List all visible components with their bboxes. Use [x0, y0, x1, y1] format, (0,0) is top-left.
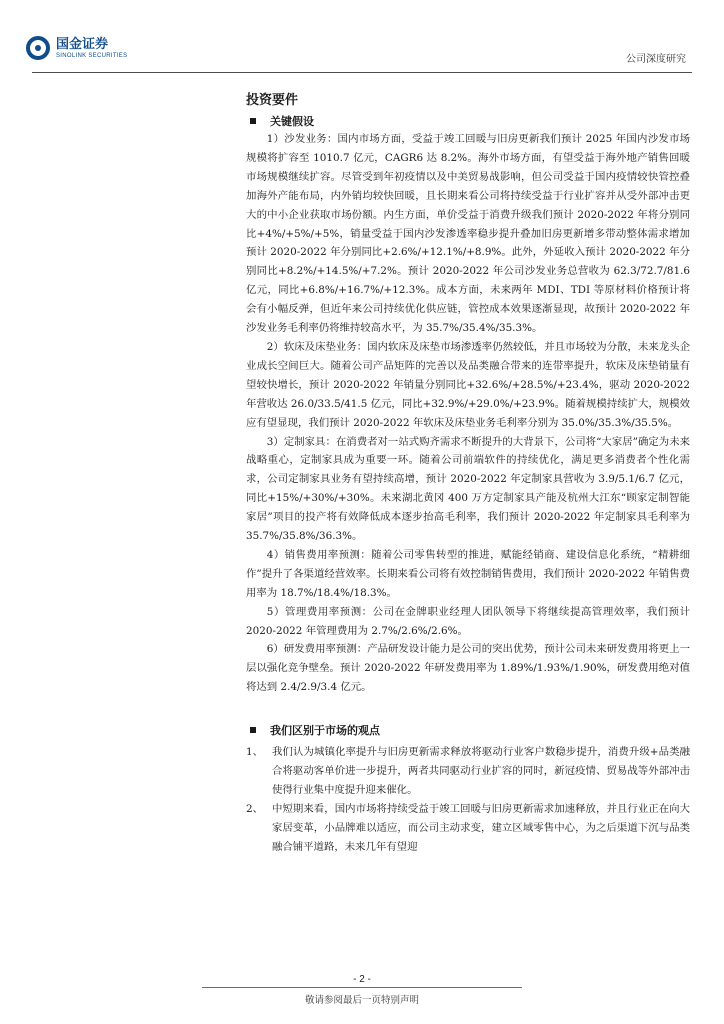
disclaimer-note: 敬请参阅最后一页特别声明 [304, 995, 419, 1006]
section-title: 投资要件 [246, 93, 299, 108]
subsection-title: 关键假设 [270, 115, 314, 128]
footer-divider [202, 987, 522, 988]
subsection-heading-views [246, 721, 690, 739]
list-item [246, 743, 690, 800]
page-number: - 2 - [353, 974, 371, 985]
subsection-heading-assumptions [246, 112, 690, 130]
list-text: 我们认为城镇化率提升与旧房更新需求释放将驱动行业客户数稳步提升，消费升级+品类融合将驱动客单价进一步提升，两者共同驱动行业扩容的同时，新冠疫情、贸易战等外部冲击使得行业集中度提升迎来催化。 [272, 746, 690, 796]
logo-icon [26, 36, 50, 60]
header-divider [32, 72, 692, 73]
square-bullet-icon [250, 727, 256, 733]
list-number: 2、 [246, 802, 264, 815]
company-logo [26, 36, 127, 60]
list-text: 中短期来看，国内市场将持续受益于竣工回暖与旧房更新需求加速释放，并且行业正在向大家居变革，小品牌难以适应，而公司主动求变，建立区域零售中心，为之后渠道下沉与品类融合铺平道路，未来几年有望迎 [272, 802, 690, 853]
list-number: 1、 [246, 746, 264, 759]
list-item [246, 800, 690, 857]
paragraph-custom-furniture: 3）定制家具：在消费者对一站式购齐需求不断提升的大背景下，公司将“大家居”确定为未来战略重心，定制家具成为重要一环。随着公司前端软件的持续优化，满足更多消费者个性化需求，公司定制家具业务有望持续高增，预计 2020-2022 年定制家具营收为 3.9/5.1/6.7 亿元，同比+15%/+30%/+30%。未来湖北黄冈 400 万方定制家具产能及杭州大江东“顾家定制智能家居”项目的投产将有效降低成本逐步抬高毛利率，我们预计 2020-2022 年定制家具毛利率为 35.7%/35.8%/36.3%。 [246, 435, 690, 543]
paragraph-admin-expense: 5）管理费用率预测：公司在金牌职业经理人团队领导下将继续提高管理效率，我们预计 2020-2022 年管理费用为 2.7%/2.6%/2.6%。 [246, 605, 690, 637]
paragraph-sofa: 1）沙发业务：国内市场方面，受益于竣工回暖与旧房更新我们预计 2025 年国内沙发市场规模将扩容至 1010.7 亿元，CAGR6 达 8.2%。海外市场方面，有望受益于海外地产销售回暖市场规模继续扩容。尽管受到年初疫情以及中美贸易战影响，但公司受益于国内疫情较快管控叠加海外产能布局，内外销均较快回暖，且长期来看公司将持续受益于行业扩容并从受外部冲击更大的中小企业获取市场份额。内生方面，单价受益于消费升级我们预计 2020-2022 年将分别同比+4%/+5%/+5%，销量受益于国内沙发渗透率稳步提升叠加旧房更新增多带动整体需求增加预计 2020-2022 年分别同比+2.6%/+12.1%/+8.9%。此外，外延收入预计 2020-2022 年分别同比+8.2%/+14.5%/+7.2%。预计 2020-2022 年公司沙发业务总营收为 62.3/72.7/81.6 亿元，同比+6.8%/+16.7%/+12.3%。成本方面，未来两年 MDI、TDI 等原材料价格预计将会有小幅反弹，但近年来公司持续优化供应链，管控成本效果逐渐显现，故预计 2020-2022 年沙发业务毛利率仍将维持较高水平，为 35.7%/35.4%/35.3%。 [246, 133, 690, 335]
logo-name-en: SINOLINK SECURITIES [56, 52, 128, 59]
paragraph-sales-expense: 4）销售费用率预测：随着公司零售转型的推进，赋能经销商、建设信息化系统，“精耕细作”提升了各渠道经营效率。长期来看公司将有效控制销售费用，我们预计 2020-2022 年销售费用率为 18.7%/18.4%/18.3%。 [246, 548, 690, 599]
logo-name-cn: 国金证券 [56, 36, 109, 52]
views-list [246, 743, 690, 856]
paragraph-bed: 2）软床及床垫业务：国内软床及床垫市场渗透率仍然较低，并且市场较为分散，未来龙头企业成长空间巨大。随着公司产品矩阵的完善以及品类融合带来的连带率提升，软床及床垫销量有望较快增长，预计 2020-2022 年销量分别同比+32.6%/+28.5%/+23.4%，驱动 2020-2022 年营收达 26.0/33.5/41.5 亿元，同比+32.9%/+29.0%/+23.9%。随着规模持续扩大，规模效应有望显现，我们预计 2020-2022 年软床及床垫业务毛利率分别为 35.0%/35.3%/35.5%。 [246, 340, 690, 429]
page-header [0, 36, 724, 76]
subsection-title: 我们区别于市场的观点 [270, 724, 380, 738]
main-content [246, 90, 690, 857]
report-type-label: 公司深度研究 [626, 54, 686, 65]
paragraph-rnd-expense: 6）研发费用率预测：产品研发设计能力是公司的突出优势，预计公司未来研发费用将更上一层以强化竞争壁垒。预计 2020-2022 年研发费用率为 1.89%/1.93%/1.90%，研发费用绝对值将达到 2.4/2.9/3.4 亿元。 [246, 643, 690, 694]
square-bullet-icon [250, 118, 256, 124]
